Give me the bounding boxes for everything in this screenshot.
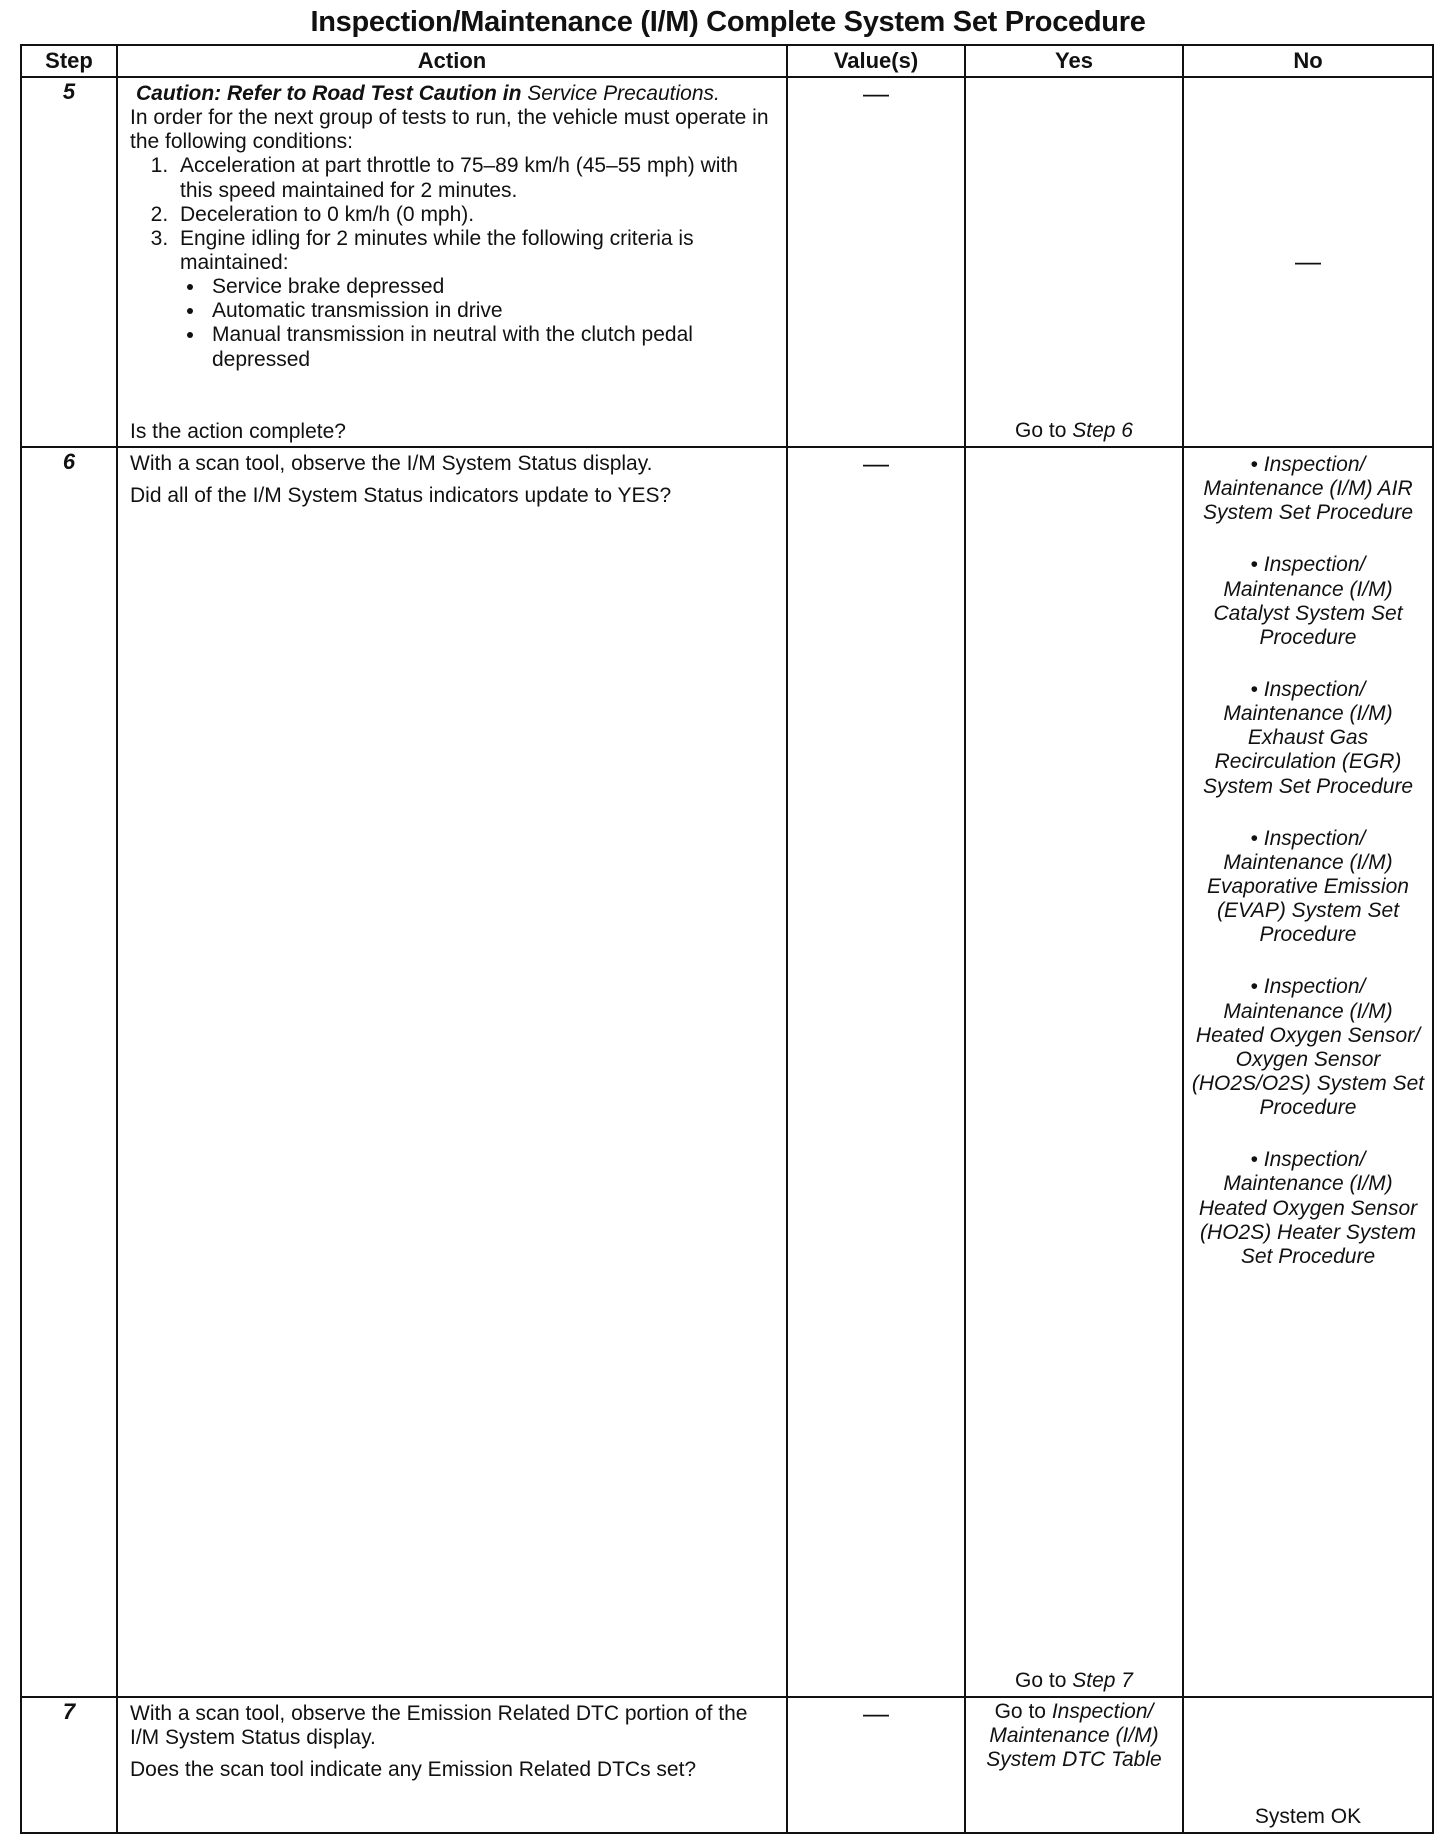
table-row-step-6 — [21, 447, 1433, 1697]
value-cell: — — [787, 447, 965, 1697]
header-no: No — [1183, 45, 1433, 77]
value-cell: — — [787, 77, 965, 447]
table-row-step-5 — [21, 77, 1433, 447]
yes-prefix: Go to — [1015, 1668, 1067, 1692]
action-cell — [117, 1697, 787, 1833]
procedure-link-catalyst[interactable]: • Inspection/ Maintenance (I/M) Catalyst System Set Procedure — [1191, 553, 1425, 650]
list-item-text: Engine idling for 2 minutes while the following criteria is maintained: — [180, 226, 694, 274]
procedure-link-air[interactable]: • Inspection/ Maintenance (I/M) AIR System Set Procedure — [1191, 453, 1425, 525]
list-item: 2. Deceleration to 0 km/h (0 mph). — [174, 203, 776, 227]
table-row-step-7 — [21, 1697, 1433, 1833]
yes-prefix: Go to — [994, 1700, 1046, 1723]
conditions-list — [130, 154, 776, 371]
caution-note — [130, 82, 776, 106]
dtc-table-link[interactable]: Inspection/ Maintenance (I/M) System DTC Table — [986, 1700, 1162, 1772]
action-cell — [117, 447, 787, 1697]
step-number: 5 — [21, 77, 117, 447]
header-row — [21, 45, 1433, 77]
header-yes: Yes — [965, 45, 1183, 77]
yes-cell — [965, 447, 1183, 1697]
no-value: System OK — [1254, 1804, 1362, 1828]
yes-action — [967, 419, 1181, 443]
procedure-links-list — [1185, 449, 1431, 1269]
caution-text: Caution: Refer to Road Test Caution — [136, 82, 497, 105]
action-intro: In order for the next group of tests to run, the vehicle must operate in the following conditions: — [130, 106, 769, 154]
yes-action — [967, 1669, 1181, 1693]
step-link[interactable]: Step 6 — [1072, 418, 1133, 442]
no-value: — — [1295, 246, 1321, 277]
value-cell: — — [787, 1697, 965, 1833]
step-link[interactable]: Step 7 — [1072, 1668, 1133, 1692]
procedure-link-evap[interactable]: • Inspection/ Maintenance (I/M) Evaporative Emission (EVAP) System Set Procedure — [1191, 827, 1425, 948]
action-cell — [117, 77, 787, 447]
caution-reference-link[interactable]: Service Precautions. — [527, 82, 720, 105]
action-question: Did all of the I/M System Status indicators update to YES? — [130, 484, 672, 508]
procedure-table — [20, 44, 1434, 1834]
page-title: Inspection/Maintenance (I/M) Complete System Set Procedure — [310, 6, 1146, 38]
step-number: 6 — [21, 447, 117, 1697]
no-cell — [1183, 1697, 1433, 1833]
procedure-link-ho2s-heater[interactable]: • Inspection/ Maintenance (I/M) Heated Oxygen Sensor (HO2S) Heater System Set Procedure — [1191, 1148, 1425, 1269]
yes-prefix: Go to — [1015, 418, 1067, 442]
caution-in: in — [502, 82, 522, 105]
list-item — [174, 227, 776, 372]
criteria-list — [180, 275, 776, 372]
list-item: • Manual transmission in neutral with the clutch pedal depressed — [206, 323, 776, 371]
header-action: Action — [117, 45, 787, 77]
header-values: Value(s) — [787, 45, 965, 77]
list-item: • Automatic transmission in drive — [206, 299, 776, 323]
step-number: 7 — [21, 1697, 117, 1833]
action-question: Is the action complete? — [130, 419, 346, 443]
action-text: With a scan tool, observe the Emission Related DTC portion of the I/M System Status display. — [130, 1702, 748, 1750]
no-cell — [1183, 447, 1433, 1697]
procedure-link-egr[interactable]: • Inspection/ Maintenance (I/M) Exhaust Gas Recirculation (EGR) System Set Procedure — [1191, 678, 1425, 799]
action-content — [130, 82, 776, 444]
list-item: • Service brake depressed — [206, 275, 776, 299]
yes-cell — [965, 1697, 1183, 1833]
no-cell — [1183, 77, 1433, 447]
header-step: Step — [21, 45, 117, 77]
procedure-link-ho2s-o2s[interactable]: • Inspection/ Maintenance (I/M) Heated Oxygen Sensor/ Oxygen Sensor (HO2S/O2S) System Set Procedure — [1191, 975, 1425, 1120]
list-item: 1. Acceleration at part throttle to 75–89 km/h (45–55 mph) with this speed maintained for 2 minutes. — [174, 154, 776, 202]
action-text: With a scan tool, observe the I/M System Status display. — [130, 452, 653, 475]
action-question: Does the scan tool indicate any Emission Related DTCs set? — [130, 1758, 697, 1782]
yes-cell — [965, 77, 1183, 447]
